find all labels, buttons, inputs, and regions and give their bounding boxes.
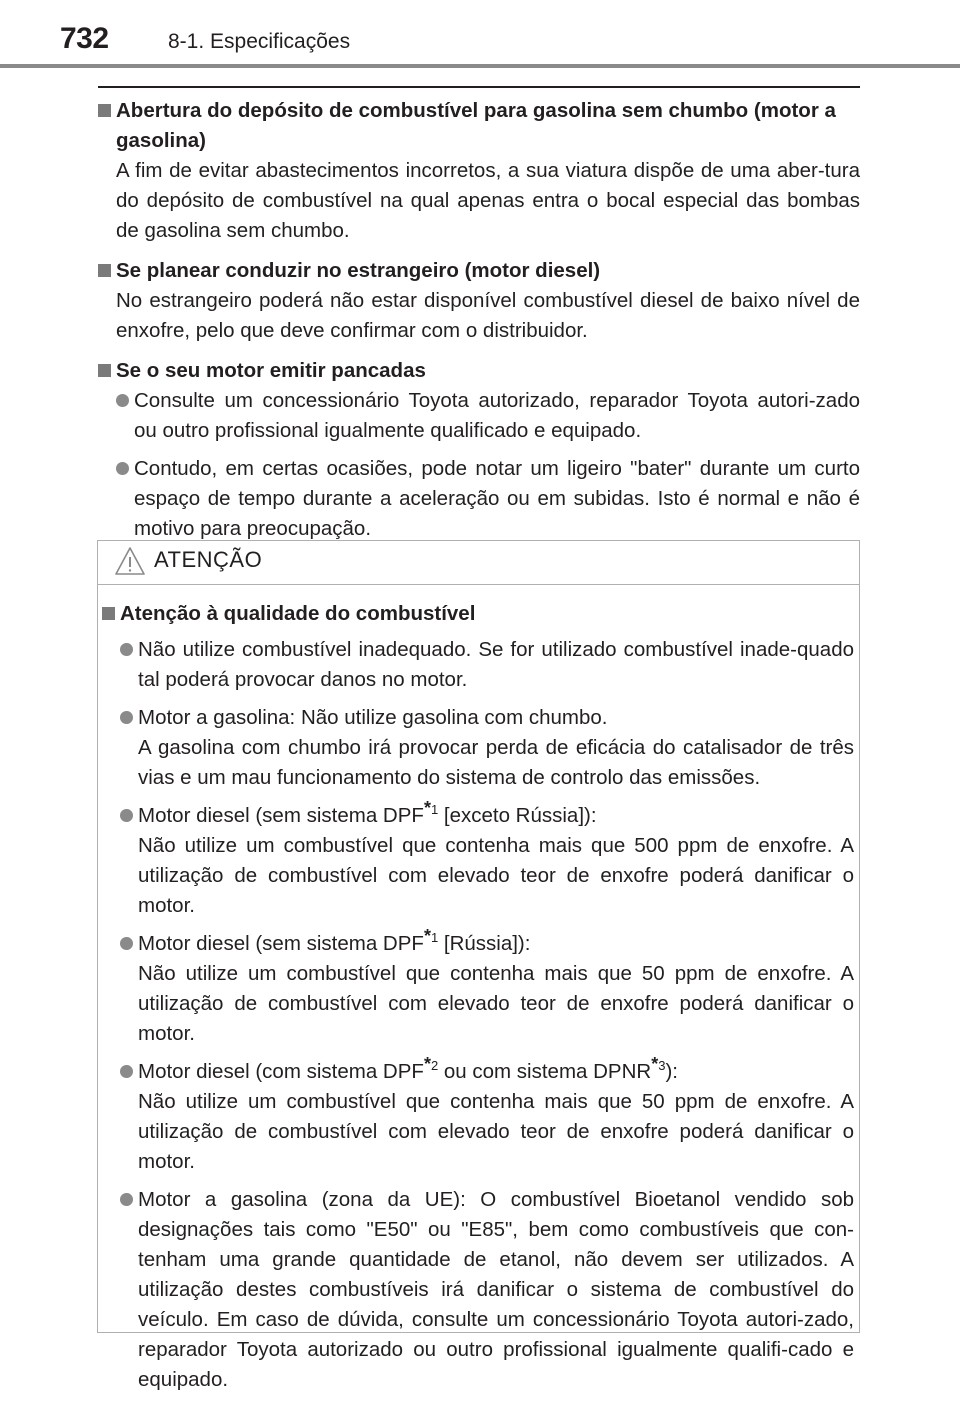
square-bullet-icon (102, 599, 120, 613)
square-bullet-icon (98, 96, 116, 110)
section-heading: Abertura do depósito de combustível para gasolina sem chumbo (motor a gasolina) (116, 99, 836, 152)
section-title: 8-1. Especificações (168, 30, 351, 53)
square-bullet-icon (98, 356, 116, 370)
footnote-ref: *1 (423, 926, 439, 947)
round-bullet-icon (120, 929, 138, 1049)
round-bullet-icon (120, 635, 138, 695)
round-bullet-icon (120, 1057, 138, 1177)
list-item: Contudo, em certas ocasiões, pode notar um ligeiro "bater" durante um curto espaço de tempo durante a aceleração ou em subidas. Isto é normal e não é motivo para preocupação. (98, 454, 860, 544)
round-bullet-icon (120, 801, 138, 921)
footnote-ref: *2 (423, 1054, 439, 1075)
round-bullet-icon (116, 386, 134, 446)
page-header (0, 0, 960, 68)
square-bullet-icon (98, 256, 116, 270)
page-number: 732 (60, 22, 109, 55)
warning-header (98, 541, 859, 585)
section-heading: Se o seu motor emitir pancadas (116, 359, 426, 382)
section-fuel-filler (98, 96, 860, 246)
round-bullet-icon (116, 454, 134, 544)
section-paragraph: A fim de evitar abastecimentos incorretos, a sua viatura dispõe de uma aber-tura do depósito de combustível na qual apenas entra o bocal especial das bombas de gasolina sem chumbo. (116, 159, 860, 242)
list-item: Motor a gasolina: Não utilize gasolina com chumbo. A gasolina com chumbo irá provocar perda de eficácia do catalisador de três vias e um mau funcionamento do sistema de controlo das emissões. (102, 703, 854, 793)
warning-heading: Atenção à qualidade do combustível (120, 602, 476, 625)
list-item: Não utilize combustível inadequado. Se for utilizado combustível inade-quado tal poderá provocar danos no motor. (102, 635, 854, 695)
warning-body (102, 599, 854, 1403)
list-item: Motor diesel (com sistema DPF$^{*2}$ ou com sistema DPNR$^{*3}$): Não utilize um combustível que contenha mais que 50 ppm de enxofre. A utilização de combustível com elevado teor de enxofre poderá danificar o motor. (102, 1057, 854, 1177)
footnote-ref: *1 (423, 798, 439, 819)
list-item: Motor a gasolina (zona da UE): O combustível Bioetanol vendido sob designações tais como "E50" ou "E85", bem como combustíveis que con-tenham uma grande quantidade de etanol, não devem ser utilizados. A utilização destes combustíveis irá danificar o sistema de combustível do veículo. Em caso de dúvida, consulte um concessionário Toyota autori-zado, reparador Toyota autorizado ou outro profissional igualmente qualifi-cado e equipado. (102, 1185, 854, 1395)
list-item: Motor diesel (sem sistema DPF$^{*1}$ [Rússia]): Não utilize um combustível que contenha mais que 50 ppm de enxofre. A utilização de combustível com elevado teor de enxofre poderá danificar o motor. (102, 929, 854, 1049)
main-content (98, 96, 860, 554)
section-paragraph: No estrangeiro poderá não estar disponível combustível diesel de baixo nível de enxofre, pelo que deve confirmar com o distribuidor. (116, 289, 860, 342)
section-engine-knock (98, 356, 860, 544)
header-rule (0, 64, 960, 68)
list-item: Motor diesel (sem sistema DPF$^{*1}$ [exceto Rússia]): Não utilize um combustível que contenha mais que 500 ppm de enxofre. A utilização de combustível com elevado teor de enxofre poderá danificar o motor. (102, 801, 854, 921)
top-divider (98, 86, 860, 88)
warning-triangle-icon (114, 545, 146, 577)
section-driving-abroad (98, 256, 860, 346)
list-item: Consulte um concessionário Toyota autorizado, reparador Toyota autori-zado ou outro profissional igualmente qualificado e equipado. (98, 386, 860, 446)
section-heading: Se planear conduzir no estrangeiro (motor diesel) (116, 259, 601, 282)
warning-box (97, 540, 860, 1391)
round-bullet-icon (120, 1185, 138, 1395)
warning-title: ATENÇÃO (154, 547, 263, 572)
footnote-ref: *3 (651, 1054, 666, 1075)
round-bullet-icon (120, 703, 138, 793)
